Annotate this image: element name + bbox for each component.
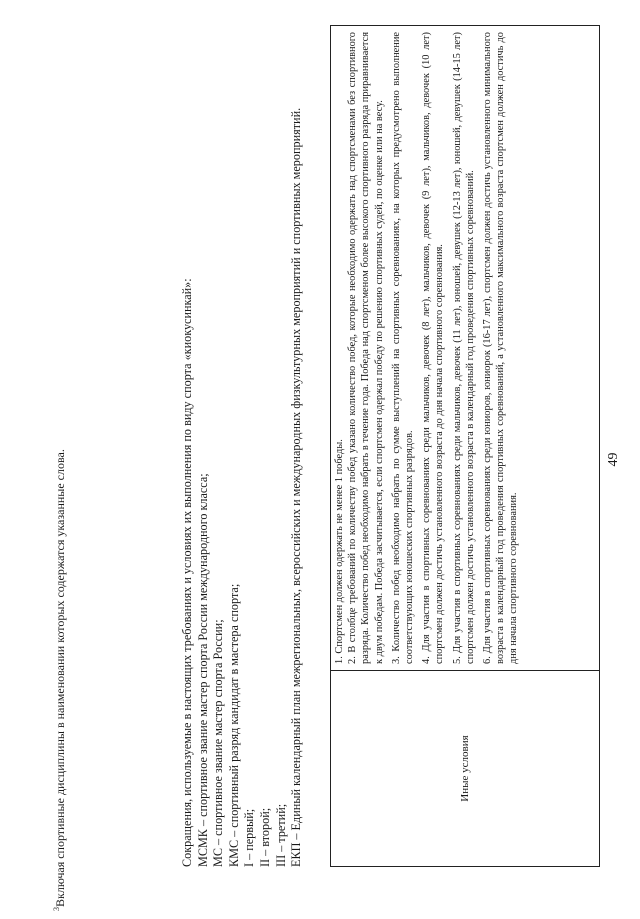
abbreviations-block bbox=[180, 25, 305, 867]
abbreviation-line: II – второй; bbox=[257, 807, 272, 867]
condition-item: 5. Для участия в спортивных соревнованиях среди мальчиков, девочек (11 лет), юношей, девушек (12-13 лет), юношей, девушек (14-15 лет) спортсмен должен достичь установленного возраста в календарный год проведения спортивных соревнований. bbox=[451, 32, 476, 664]
footnote-text: Включая спортивные дисциплины в наименовании которых содержатся указанные слова. bbox=[53, 449, 67, 907]
table-content-cell bbox=[331, 26, 599, 670]
page-number: 49 bbox=[606, 452, 621, 467]
table-label-cell bbox=[331, 670, 599, 866]
footnote-mark: 3 bbox=[52, 907, 61, 911]
abbreviation-line: МС – спортивное звание мастер спорта России; bbox=[211, 619, 226, 867]
abbreviation-line: КМС – спортивный разряд кандидат в мастера спорта; bbox=[226, 583, 241, 867]
condition-item: 4. Для участия в спортивных соревнованиях среди мальчиков, девочек (8 лет), мальчиков, девочек (9 лет), мальчиков, девочек (10 лет) спортсмен должен достичь установленного возраста до дня начала спортивного соревнования. bbox=[421, 32, 446, 664]
abbreviation-line: ЕКП – Единый календарный план межрегиональных, всероссийских и международных физкультурных мероприятий и спортивных мероприятий. bbox=[289, 107, 304, 867]
footnote bbox=[52, 31, 68, 911]
abbreviation-line: МСМК – спортивное звание мастер спорта России международного класса; bbox=[195, 473, 210, 867]
abbreviation-line: III – третий; bbox=[273, 803, 288, 867]
abbreviations-intro: Сокращения, используемые в настоящих требованиях и условиях их выполнения по виду спорта «киокусинкай»: bbox=[180, 278, 194, 867]
table-label: Иные условия bbox=[459, 735, 471, 802]
condition-item: 3. Количество побед необходимо набрать по сумме выступлений на спортивных соревнованиях, на которых предусмотрено выполнение соответствующих юношеских спортивных разрядов. bbox=[390, 32, 416, 664]
conditions-table bbox=[330, 25, 600, 867]
condition-item: 2. В столбце требований по количеству побед указано количество побед, которые необходимо одержать над спортсменами без спортивного разряда. Количество побед необходимо набрать в течение года. Победа над спортсменом более высокого спортивного разряда приравнивается к двум победам. Победа засчитывается, если спортсмен одержал победу по решению спортивных судей, по оценке или на весу. bbox=[347, 32, 385, 664]
condition-item: 1. Спортсмен должен одержать не менее 1 победы. bbox=[334, 439, 345, 664]
condition-item: 6. Для участия в спортивных соревнованиях среди юниоров, юниорок (16-17 лет), спортсмен должен достичь установленного минимального возраста в календарный год проведения спортивных соревнований, а установленного максимального возраста спортсмен должен достичь до дня начала спортивного соревнования. bbox=[482, 32, 520, 664]
abbreviation-line: I – первый; bbox=[242, 808, 257, 867]
